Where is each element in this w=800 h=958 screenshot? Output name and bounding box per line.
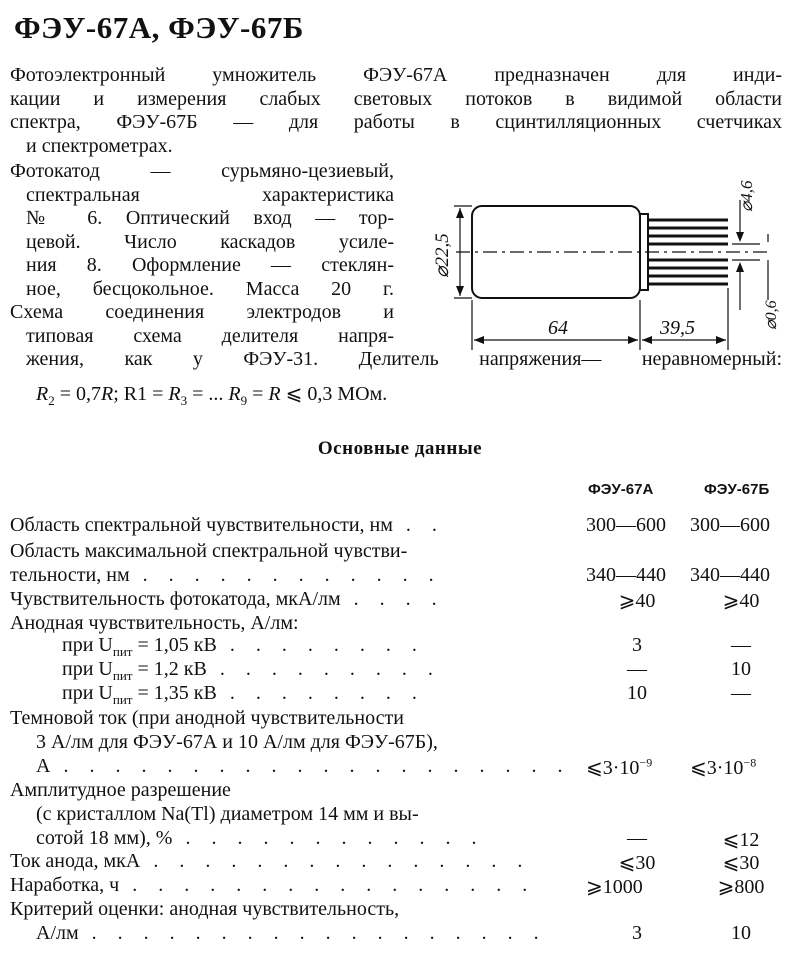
diameter-label: ⌀22,5 (432, 233, 453, 278)
row-label: Ток анода, мкА (10, 850, 141, 872)
row-label: при U (62, 634, 113, 656)
leader-dots: . . . . (340, 588, 445, 610)
desc-line: спектральная характеристика (26, 183, 394, 206)
table-row (10, 540, 407, 563)
column-header-a: ФЭУ-67А (588, 481, 654, 498)
tube-dimension-drawing (410, 160, 790, 360)
row-label: (с кристаллом Na(Tl) диаметром 14 мм и вы- (36, 803, 419, 825)
page-title: ФЭУ-67А, ФЭУ-67Б (14, 10, 304, 45)
desc-line: цевой. Число каскадов усиле- (26, 230, 394, 253)
value-a: 340—440 (586, 564, 666, 586)
row-label: тельности, нм (10, 564, 130, 586)
row-label: Темновой ток (при анодной чувствительности (10, 707, 404, 729)
leader-dots: . . . . . . . . (216, 682, 425, 704)
row-label-sub: пит (112, 668, 133, 683)
row-label: А/лм (36, 922, 79, 944)
table-row (10, 588, 445, 611)
intro-line: Фотоэлектронный умножитель ФЭУ-67А предназначен для инди- (10, 64, 782, 86)
table-row (10, 874, 535, 897)
value-a: ⩾1000 (586, 876, 643, 898)
row-label-rest: = 1,05 кВ (132, 634, 217, 656)
leader-dots: . . . . . . . . . . . . . . . (140, 850, 531, 872)
row-label-sub: пит (112, 692, 133, 707)
leader-dots: . . (392, 514, 445, 536)
leads-length-label: 39,5 (660, 317, 695, 339)
value-a: — (627, 827, 647, 849)
value-a: 3 (632, 634, 642, 656)
table-row (10, 779, 231, 802)
intro-line: и спектрометрах. (26, 134, 173, 157)
intro-paragraph (10, 64, 782, 158)
table-row (36, 755, 570, 778)
desc-line: Фотокатод — сурьмяно-цезиевый, (10, 160, 394, 182)
value-a: 10 (627, 682, 647, 704)
row-label: 3 А/лм для ФЭУ-67А и 10 А/лм для ФЭУ-67Б), (36, 731, 438, 753)
desc-line: Схема соединения электродов и (10, 301, 394, 323)
value-b: 10 (731, 922, 751, 944)
leader-dots: . . . . . . . . . . . . . . . . . . (78, 922, 547, 944)
value-b: 10 (731, 658, 751, 680)
description-paragraph (10, 160, 394, 348)
value-b: — (731, 634, 751, 656)
intro-line: кации и измерения слабых световых потоков в видимой области (10, 87, 782, 110)
leader-dots: . . . . . . . . . . . . . . . . . . . . (50, 755, 571, 777)
value-b: — (731, 682, 751, 704)
table-row (36, 827, 484, 850)
row-label: при U (62, 658, 113, 680)
value-a: ⩾40 (618, 590, 656, 612)
table-row (36, 731, 438, 754)
table-row (62, 658, 441, 684)
leader-dots: . . . . . . . . . . . . . . . . (119, 874, 536, 896)
table-row (10, 898, 399, 921)
value-a: — (627, 658, 647, 680)
row-label: А (36, 755, 51, 777)
row-label: Наработка, ч (10, 874, 120, 896)
value-b: 340—440 (690, 564, 770, 586)
divider-formula: $R_2 = 0,7R$; $R1 = R_3$ = ... $R_9 = R$ ⩽ 0,3 МОм. (36, 383, 388, 408)
section-title: Основные данные (317, 438, 483, 459)
leader-dots: . . . . . . . . (216, 634, 425, 656)
value-a: 300—600 (586, 514, 666, 536)
row-label: Чувствительность фотокатода, мкА/лм (10, 588, 341, 610)
row-label: сотой 18 мм), % (36, 827, 173, 849)
value-a: 3 (632, 922, 642, 944)
table-row (62, 634, 425, 660)
value-b: ⩽12 (722, 829, 760, 851)
desc-line: типовая схема делителя напря- (26, 324, 394, 347)
value-b: ⩽30 (722, 852, 760, 874)
table-row (62, 682, 425, 708)
column-header-b: ФЭУ-67Б (704, 481, 770, 498)
leader-dots: . . . . . . . . . (206, 658, 441, 680)
row-label-rest: = 1,2 кВ (132, 658, 207, 680)
value-b: 300—600 (690, 514, 770, 536)
desc-line: ния 8. Оформление — стеклян- (26, 254, 394, 276)
pin-thickness-label: ⌀0,6 (763, 300, 780, 330)
row-label: Критерий оценки: анодная чувствительность, (10, 898, 400, 920)
pin-diameter-label: ⌀4,6 (737, 180, 756, 212)
intro-line: спектра, ФЭУ-67Б — для работы в сцинтилляционных счетчиках (10, 111, 782, 133)
row-label: Анодная чувствительность, А/лм: (10, 612, 299, 634)
leader-dots: . . . . . . . . . . . . (129, 564, 442, 586)
value-a: $⩽3\cdot 10^{-9}$ (586, 755, 653, 779)
value-b: ⩾800 (717, 876, 765, 898)
length-label: 64 (548, 317, 568, 339)
table-row (10, 850, 530, 873)
desc-line: жения, как у ФЭУ-31. Делитель напряжения— неравномерный: (26, 348, 782, 370)
row-label: Область максимальной спектральной чувстви- (10, 540, 408, 562)
row-label: при U (62, 682, 113, 704)
table-row (10, 707, 404, 730)
table-row (36, 803, 419, 826)
table-row (36, 922, 547, 945)
row-label-sub: пит (112, 644, 133, 659)
table-row (10, 612, 299, 635)
row-label-rest: = 1,35 кВ (132, 682, 217, 704)
row-label: Область спектральной чувствительности, нм (10, 514, 393, 536)
value-b: $⩽3\cdot 10^{-8}$ (690, 755, 757, 779)
value-b: ⩾40 (722, 590, 760, 612)
table-row (10, 564, 442, 587)
table-row (10, 514, 445, 537)
row-label: Амплитудное разрешение (10, 779, 231, 801)
desc-line: ное, бесцокольное. Масса 20 г. (26, 277, 394, 300)
value-a: ⩽30 (618, 852, 656, 874)
leader-dots: . . . . . . . . . . . . (172, 827, 485, 849)
desc-line: № 6. Оптический вход — тор- (26, 207, 394, 229)
